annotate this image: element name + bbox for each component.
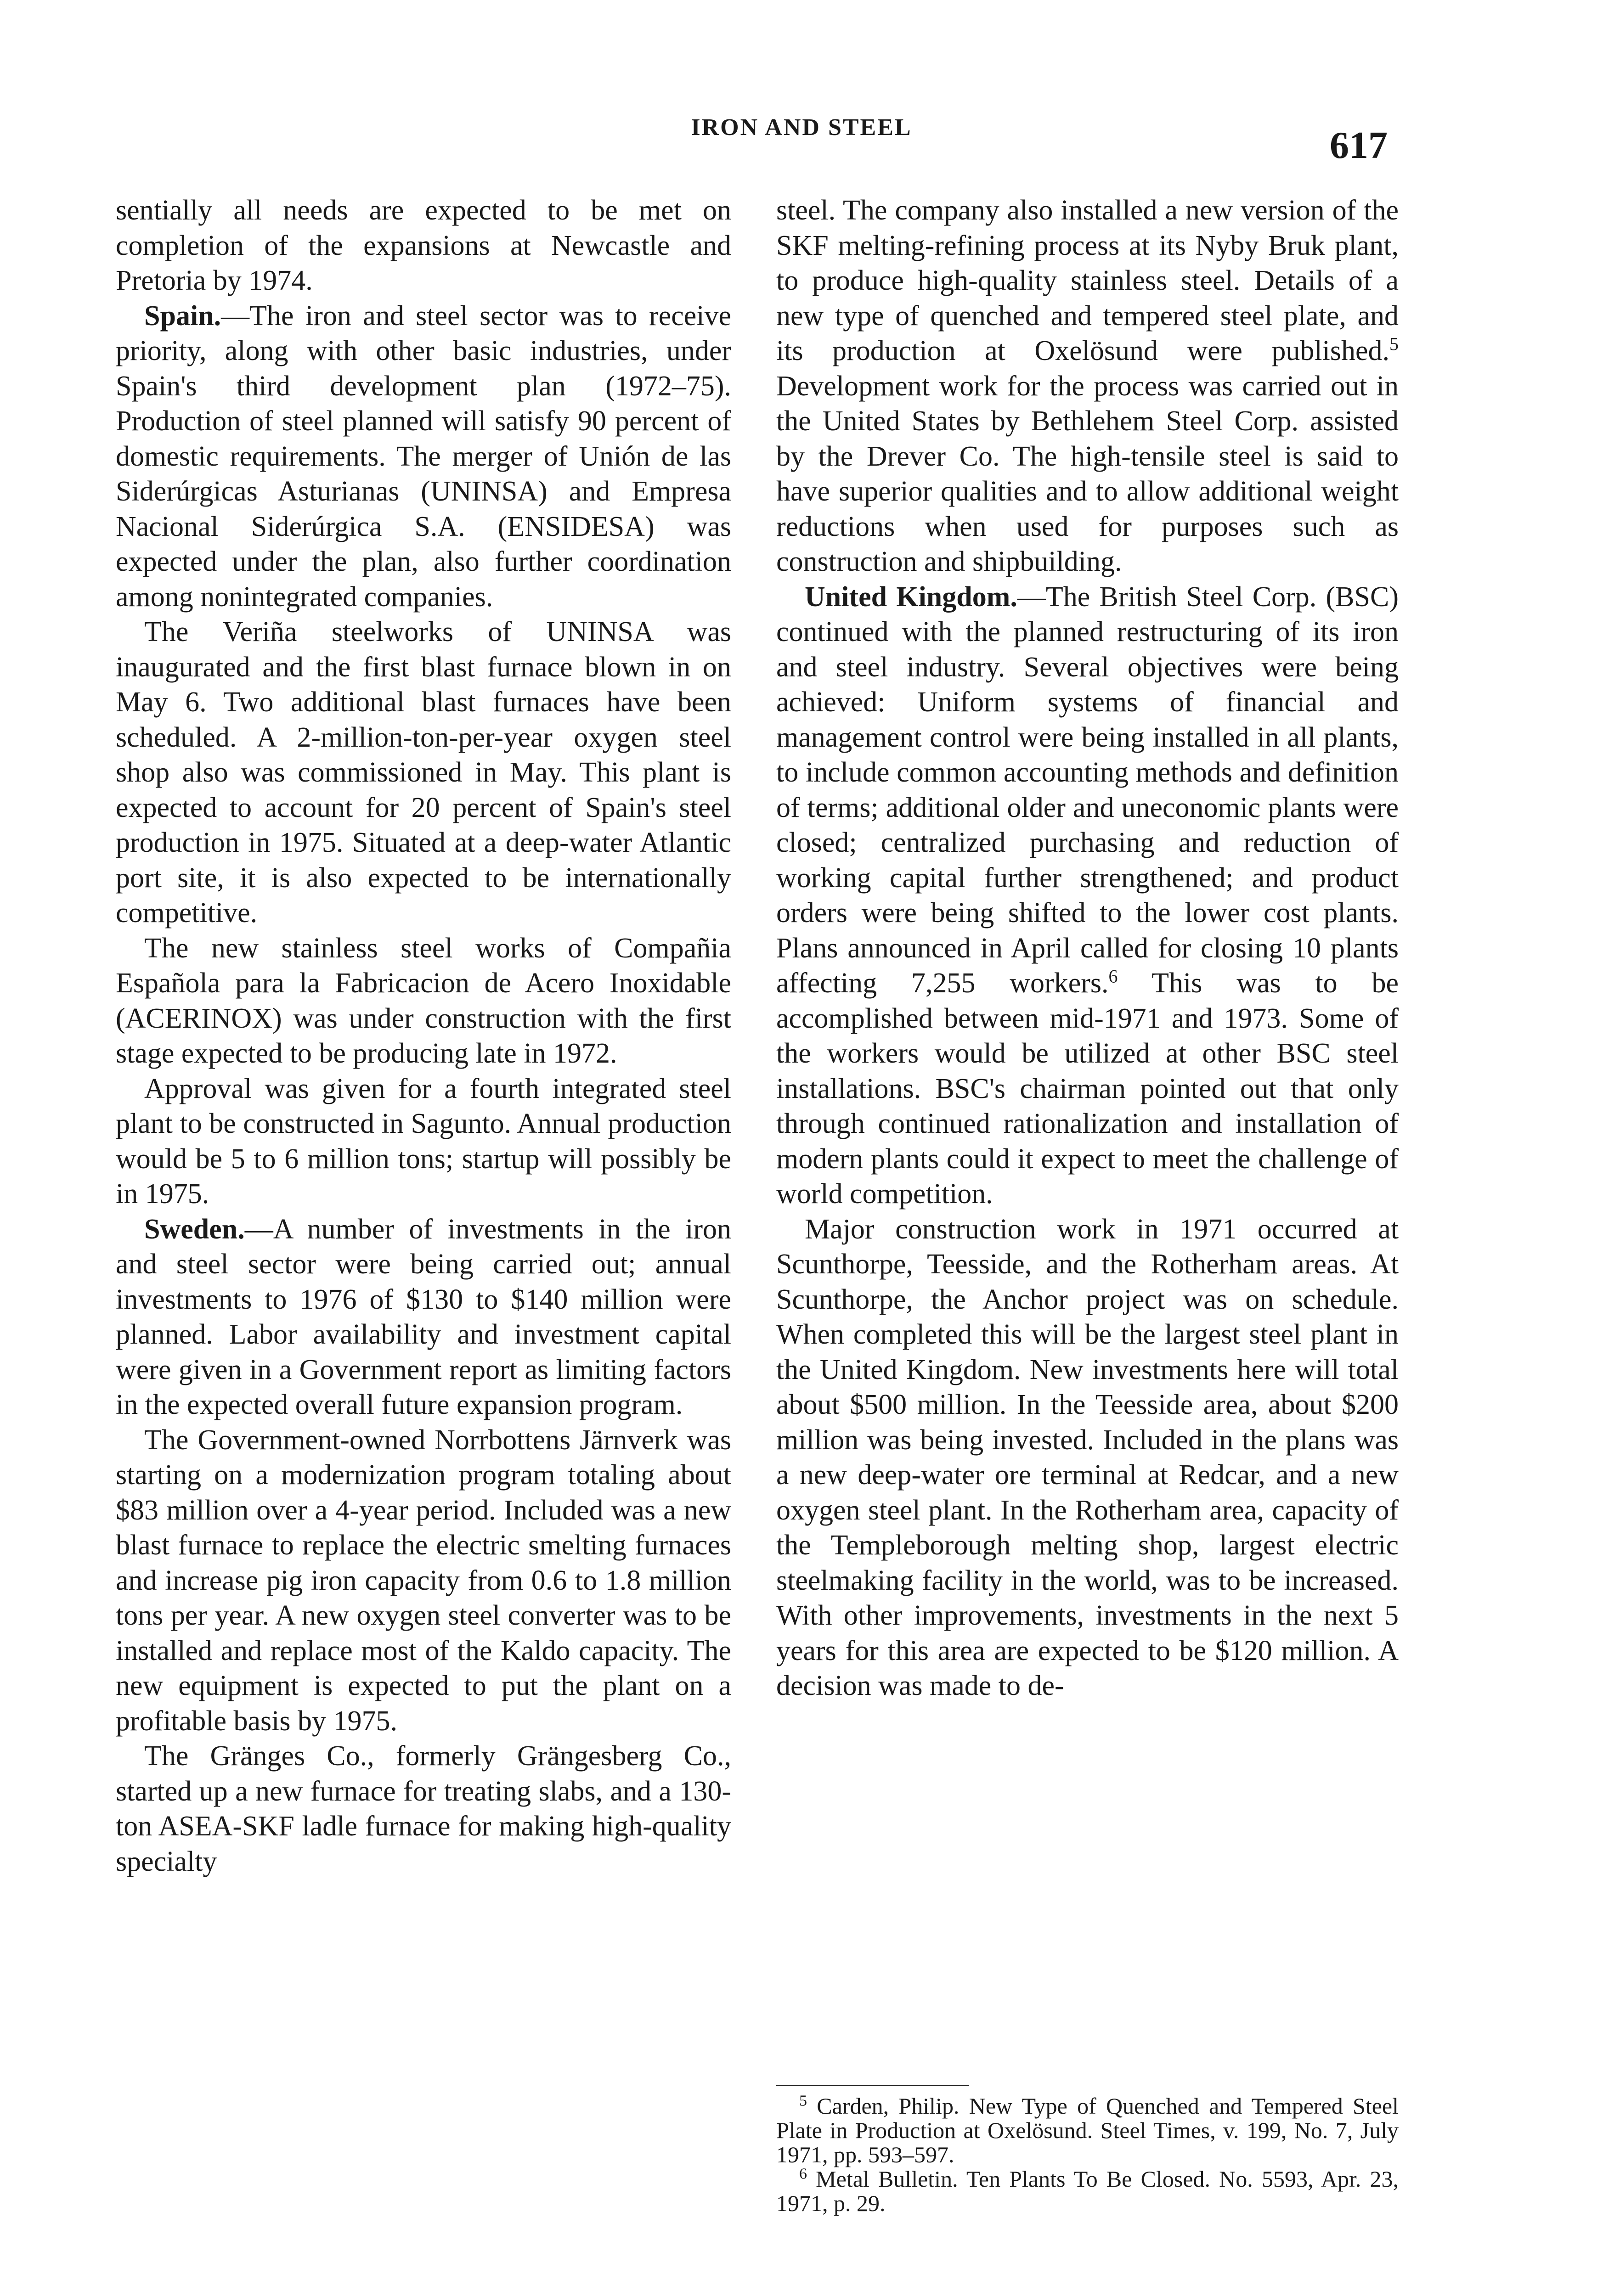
footnote-number: 6 bbox=[799, 2165, 807, 2183]
footnote bbox=[776, 2094, 1399, 2167]
paragraph-text: This was to be accomplished between mid-1971 and 1973. Some of the workers would be utilized at other BSC steel installations. BSC's chairman pointed out that only through continued rationalization and installation of modern plants could it expect to meet the challenge of world competition. bbox=[776, 968, 1399, 1210]
footnotes bbox=[776, 2094, 1399, 2216]
paragraph bbox=[776, 580, 1399, 1212]
section-heading-united-kingdom: United Kingdom. bbox=[805, 581, 1017, 613]
paragraph bbox=[116, 1212, 731, 1423]
footnote-ref: 6 bbox=[1108, 966, 1118, 987]
paragraph: The new stainless steel works of Compañia Española para la Fabricacion de Acero Inoxidable (ACERINOX) was under construction with the first stage expected to be producing late in 1972. bbox=[116, 932, 731, 1069]
paragraph bbox=[116, 298, 731, 615]
footnote-number: 5 bbox=[799, 2092, 807, 2110]
footnote-text: Carden, Philip. New Type of Quenched and Tempered Steel Plate in Production at Oxelösund. Steel Times, v. 199, No. 7, July 1971, pp. 593–597. bbox=[776, 2093, 1399, 2167]
footnote-ref: 5 bbox=[1389, 333, 1399, 355]
footnote-divider bbox=[776, 2085, 969, 2086]
paragraph: The Government-owned Norrbottens Järnverk was starting on a modernization program totaling about $83 million over a 4-year period. Included was a new blast furnace to replace the electric smelting furnaces and increase pig iron capacity from 0.6 to 1.8 million tons per year. A new oxygen steel converter was to be installed and replace most of the Kaldo capacity. The new equipment is expected to put the plant on a profitable basis by 1975. bbox=[116, 1424, 731, 1737]
right-column bbox=[776, 193, 1399, 1704]
footnote bbox=[776, 2167, 1399, 2216]
paragraph-text: —The iron and steel sector was to receive priority, along with other basic industries, under Spain's third development plan (1972–75). Production of steel planned will satisfy 90 percent of domestic requirements. The merger of Unión de las Siderúrgicas Asturianas (UNINSA) and Empresa Nacional Siderúrgica S.A. (ENSIDESA) was expected under the plan, also further coordination among nonintegrated companies. bbox=[116, 300, 731, 613]
page-number: 617 bbox=[1330, 124, 1388, 167]
paragraph-text: Development work for the process was carried out in the United States by Bethlehem Steel Corp. assisted by the Drever Co. The high-tensile steel is said to have superior qualities and to allow additional weight reductions when used for purposes such as construction and shipbuilding. bbox=[776, 370, 1399, 577]
paragraph-text: steel. The company also installed a new version of the SKF melting-refining process at its Nyby Bruk plant, to produce high-quality stainless steel. Details of a new type of quenched and tempered steel plate, and its production at Oxelösund were published. bbox=[776, 195, 1399, 366]
paragraph-text: —A number of investments in the iron and steel sector were being carried out; annual investments to 1976 of $130 to $140 million were planned. Labor availability and investment capital were given in a Government report as limiting factors in the expected overall future expansion program. bbox=[116, 1213, 731, 1420]
paragraph-text: —The British Steel Corp. (BSC) continued with the planned restructuring of its iron and steel industry. Several objectives were being achieved: Uniform systems of financial and management control were being installed in all plants, to include common accounting methods and definition of terms; additional older and uneconomic plants were closed; centralized purchasing and reduction of working capital further strengthened; and product orders were being shifted to the lower cost plants. Plans announced in April called for closing 10 plants affecting 7,255 workers. bbox=[776, 581, 1399, 999]
running-head: IRON AND STEEL bbox=[691, 114, 912, 141]
footnote-text: Metal Bulletin. Ten Plants To Be Closed. No. 5593, Apr. 23, 1971, p. 29. bbox=[776, 2166, 1399, 2216]
paragraph: The Gränges Co., formerly Grängesberg Co., started up a new furnace for treating slabs, and a 130-ton ASEA-SKF ladle furnace for making high-quality specialty bbox=[116, 1740, 731, 1877]
paragraph: Major construction work in 1971 occurred at Scunthorpe, Teesside, and the Rotherham areas. At Scunthorpe, the Anchor project was on schedule. When completed this will be the largest steel plant in the United Kingdom. New investments here will total about $500 million. In the Teesside area, about $200 million was being invested. Included in the plans was a new deep-water ore terminal at Redcar, and a new oxygen steel plant. In the Rotherham area, capacity of the Templeborough melting shop, largest electric steelmaking facility in the world, was to be increased. With other improvements, investments in the next 5 years for this area are expected to be $120 million. A decision was made to de- bbox=[776, 1213, 1399, 1701]
paragraph bbox=[776, 193, 1399, 580]
left-column bbox=[116, 193, 731, 1879]
paragraph: Approval was given for a fourth integrated steel plant to be constructed in Sagunto. Annual production would be 5 to 6 million tons; startup will possibly be in 1975. bbox=[116, 1073, 731, 1210]
section-heading-sweden: Sweden. bbox=[144, 1213, 245, 1245]
paragraph: The Veriña steelworks of UNINSA was inaugurated and the first blast furnace blown in on May 6. Two additional blast furnaces have been scheduled. A 2-million-ton-per-year oxygen steel shop also was commissioned in May. This plant is expected to account for 20 percent of Spain's steel production in 1975. Situated at a deep-water Atlantic port site, it is also expected to be internationally competitive. bbox=[116, 616, 731, 929]
section-heading-spain: Spain. bbox=[144, 300, 221, 332]
paragraph: sentially all needs are expected to be met on completion of the expansions at Newcastle and Pretoria by 1974. bbox=[116, 195, 731, 296]
